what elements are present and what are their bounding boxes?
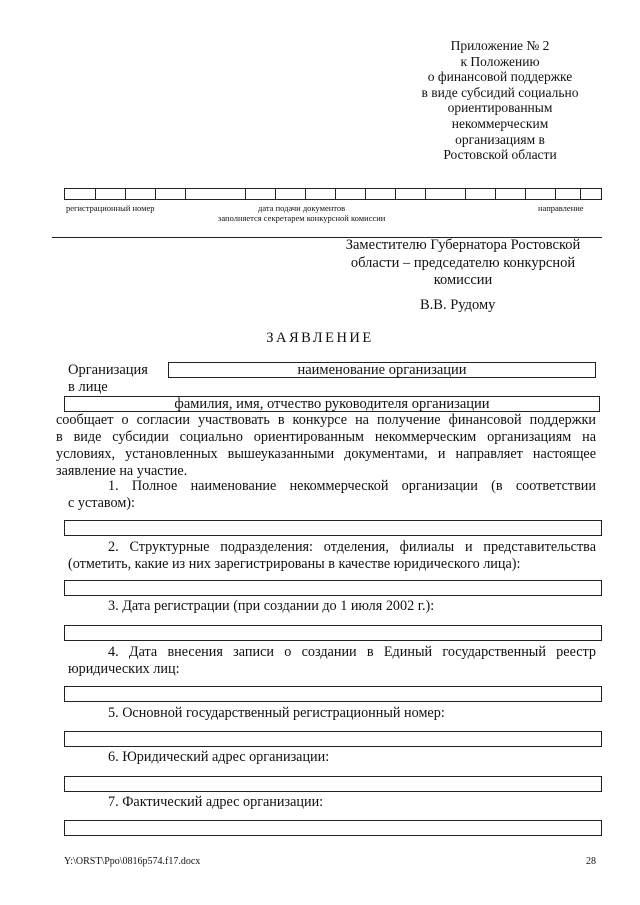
appendix-line: к Положению [460,53,540,69]
appendix-line: в виде субсидий социально [421,84,579,100]
submission-date-label: дата подачи документов [258,203,346,213]
grid-cell-divider [125,189,126,199]
grid-cell-divider [365,189,366,199]
appendix-line: ориентированным [447,100,553,116]
item-3-text [56,598,596,614]
addressee-line: Заместителю Губернатора Ростовской [345,237,581,253]
grid-cell-divider [95,189,96,199]
item-5-field[interactable] [64,731,602,747]
intro-line: сообщает о согласии участвовать в конкурсе на получение финансовой поддержки [56,412,596,428]
grid-cell-divider [185,189,186,199]
item-5-text [56,705,596,721]
intro-line: в виде субсидии социально ориентированным некоммерческим организациям на [56,429,596,445]
registration-number-label: регистрационный номер [66,203,155,213]
addressee-line: комиссии [433,272,493,288]
addressee-name: В.В. Рудому [420,297,496,313]
item-6-field[interactable] [64,776,602,792]
grid-cell-divider [525,189,526,199]
item-1-text [56,478,596,494]
addressee-line: области – председателю конкурсной [350,254,576,271]
person-label: в лице [68,379,108,395]
item-1-line2: с уставом): [68,495,135,511]
grid-cell-divider [335,189,336,199]
item-1-line1: 1. Полное наименование некоммерческой организации (в соответствии [108,478,596,494]
grid-cell-divider [425,189,426,199]
item-4-line2: юридических лиц: [68,661,180,677]
addressee-block [328,237,598,290]
grid-cell-divider [305,189,306,199]
intro-line: заявление на участие. [56,463,188,479]
appendix-line: о финансовой поддержке [427,69,573,85]
item-4-field[interactable] [64,686,602,702]
grid-cell-divider [495,189,496,199]
appendix-header [390,38,610,163]
item-2-line1: 2. Структурные подразделения: отделения, филиалы и представительства [108,539,596,555]
organization-name-field[interactable] [168,362,596,378]
appendix-line: Ростовской области [443,147,557,163]
item-4-line1: 4. Дата внесения записи о создании в Единый государственный реестр [108,644,596,660]
appendix-line: организациям в [455,131,545,147]
item-2-line2: (отметить, какие из них зарегистрированы в качестве юридического лица): [68,556,521,572]
item-5-line1: 5. Основной государственный регистрационный номер: [108,705,445,721]
grid-cell-divider [465,189,466,199]
grid-cell-divider [580,189,581,199]
grid-cell-divider [275,189,276,199]
item-2-field[interactable] [64,580,602,596]
secretary-note: заполняется секретарем конкурсной комиссии [218,213,386,223]
registration-grid[interactable] [64,188,602,200]
director-name-caption: фамилия, имя, отчество руководителя организации [174,396,490,412]
director-name-field[interactable] [64,396,600,412]
intro-line: условиях, установленных вышеуказанными документами, и направляет настоящее [56,446,596,462]
item-7-line1: 7. Фактический адрес организации: [108,794,324,810]
grid-cell-divider [395,189,396,199]
grid-cell-divider [245,189,246,199]
item-1-field[interactable] [64,520,602,536]
item-6-text [56,749,596,765]
item-3-field[interactable] [64,625,602,641]
organization-name-caption: наименование организации [297,362,467,378]
item-2-text [56,539,596,555]
item-4-text [56,644,596,660]
direction-label: направление [538,203,584,213]
grid-cell-divider [555,189,556,199]
item-7-field[interactable] [64,820,602,836]
appendix-line: Приложение № 2 [450,38,550,53]
item-6-line1: 6. Юридический адрес организации: [108,749,330,765]
item-3-line1: 3. Дата регистрации (при создании до 1 июля 2002 г.): [108,598,435,614]
page-number: 28 [586,856,596,867]
document-title: ЗАЯВЛЕНИЕ [266,330,374,346]
item-7-text [56,794,596,810]
appendix-line: некоммерческим [451,115,549,131]
footer-file-path: Y:\ORST\Ppo\0816p574.f17.docx [64,856,201,867]
grid-cell-divider [155,189,156,199]
organization-label: Организация [68,362,148,378]
